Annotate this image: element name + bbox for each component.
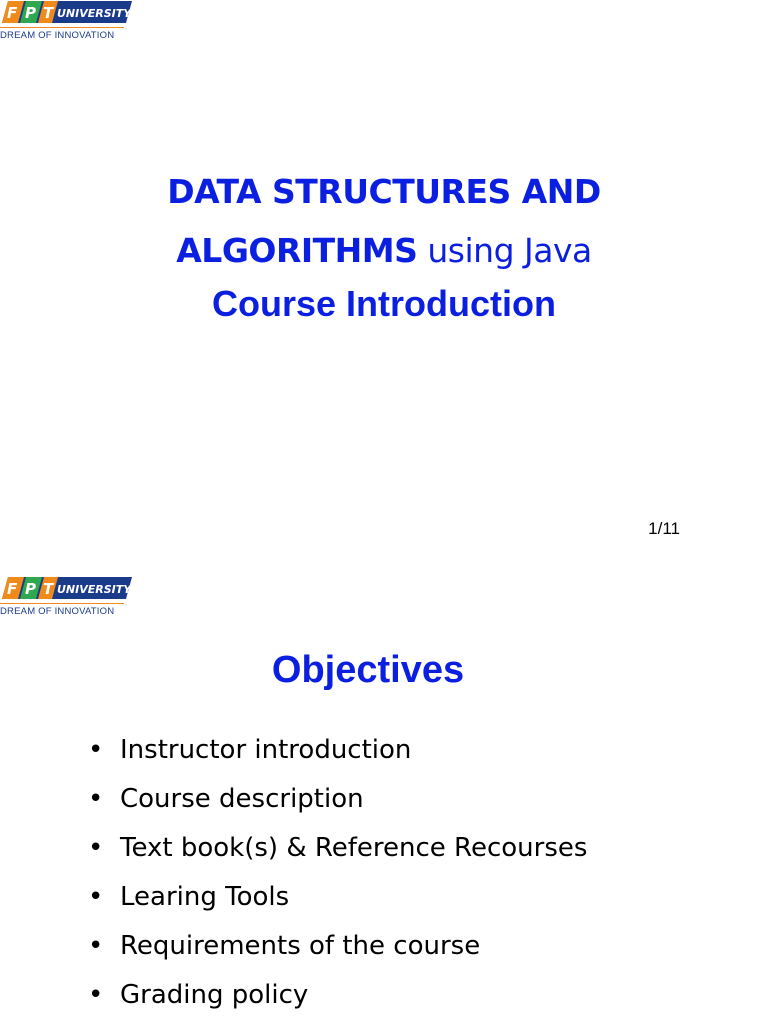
logo-rule [0, 27, 124, 28]
bullet-icon: • [88, 735, 104, 765]
list-item-text: Instructor introduction [120, 735, 412, 765]
slide-2 [0, 560, 768, 1024]
logo-tagline: DREAM OF INNOVATION [0, 30, 115, 41]
subtitle: Course Introduction [212, 283, 556, 324]
list-item [88, 975, 587, 1024]
logo-tagline: DREAM OF INNOVATION [0, 606, 115, 617]
objectives-list [88, 730, 587, 1024]
page-number: 1/11 [648, 519, 680, 538]
bullet-icon: • [88, 784, 104, 814]
list-item [88, 779, 587, 828]
list-item [88, 730, 587, 779]
bullet-icon: • [88, 833, 104, 863]
svg-text:UNIVERSITY: UNIVERSITY [57, 7, 132, 20]
list-item [88, 828, 587, 877]
title-line-1: DATA STRUCTURES AND [167, 172, 601, 211]
fpt-logo-icon [2, 577, 132, 599]
list-item [88, 877, 587, 926]
svg-text:T: T [43, 4, 54, 22]
list-item [88, 926, 587, 975]
fpt-university-logo [0, 0, 140, 44]
title-line-2-rest: using Java [417, 231, 592, 270]
svg-text:T: T [43, 580, 54, 598]
fpt-university-logo-2 [0, 576, 140, 620]
svg-text:F: F [7, 4, 18, 22]
svg-text:UNIVERSITY: UNIVERSITY [57, 583, 132, 596]
list-item-text: Requirements of the course [120, 931, 481, 961]
title-line-2 [0, 231, 768, 270]
list-item-text: Text book(s) & Reference Recourses [120, 833, 588, 863]
objectives-heading: Objectives [271, 649, 465, 691]
svg-text:P: P [25, 4, 36, 22]
bullet-icon: • [88, 980, 104, 1010]
fpt-logo-icon [2, 1, 132, 23]
list-item-text: Learing Tools [120, 882, 290, 912]
logo-rule [0, 603, 124, 604]
bullet-icon: • [88, 882, 104, 912]
list-item-text: Course description [120, 784, 364, 814]
title-line-2-bold: ALGORITHMS [176, 231, 418, 270]
list-item-text: Grading policy [120, 980, 309, 1010]
svg-text:P: P [25, 580, 36, 598]
bullet-icon: • [88, 931, 104, 961]
svg-text:F: F [7, 580, 18, 598]
